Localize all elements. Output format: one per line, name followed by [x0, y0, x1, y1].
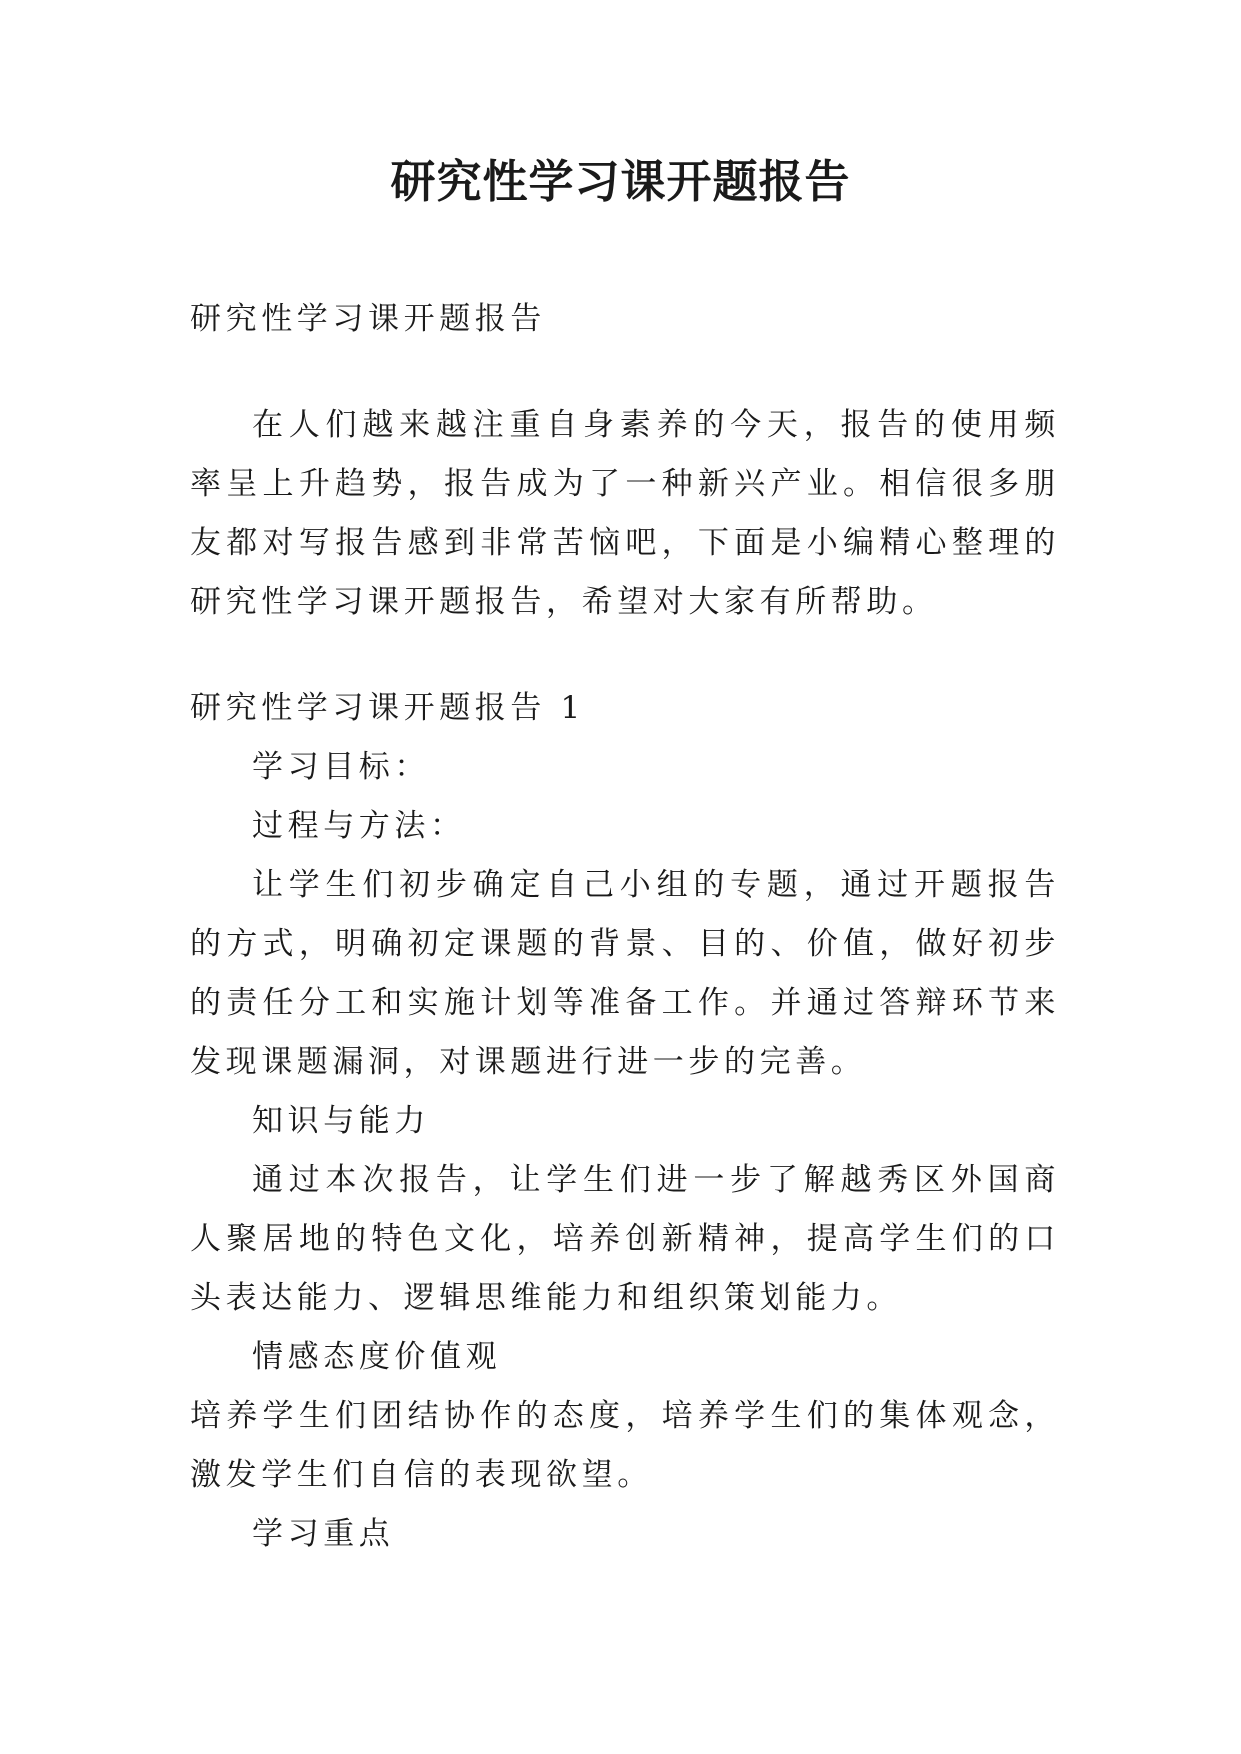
- learning-goals-label: 学习目标：: [252, 749, 430, 785]
- emotion-value-label: 情感态度价值观: [252, 1339, 502, 1375]
- spacer: [190, 632, 1060, 679]
- intro-paragraph: 在人们越来越注重自身素养的今天，报告的使用频率呈上升趋势，报告成为了一种新兴产业。相信很多朋友都对写报告感到非常苦恼吧，下面是小编精心整理的研究性学习课开题报告，希望对大家有所帮助。: [190, 407, 1060, 620]
- document-subtitle: 研究性学习课开题报告: [190, 301, 546, 337]
- section-heading: 研究性学习课开题报告 1: [190, 690, 585, 726]
- process-method-label: 过程与方法：: [252, 808, 466, 844]
- spacer: [190, 349, 1060, 396]
- key-points-label: 学习重点: [252, 1516, 395, 1552]
- knowledge-ability-label: 知识与能力: [252, 1103, 430, 1139]
- knowledge-ability-paragraph: 通过本次报告，让学生们进一步了解越秀区外国商人聚居地的特色文化，培养创新精神，提高学生们的口头表达能力、逻辑思维能力和组织策划能力。: [190, 1162, 1060, 1316]
- process-method-paragraph: 让学生们初步确定自己小组的专题，通过开题报告的方式，明确初定课题的背景、目的、价值，做好初步的责任分工和实施计划等准备工作。并通过答辩环节来发现课题漏洞，对课题进行进一步的完善。: [190, 867, 1060, 1080]
- document-title: 研究性学习课开题报告: [390, 155, 851, 208]
- document-body: [190, 290, 1060, 1564]
- emotion-value-paragraph: 培养学生们团结协作的态度，培养学生们的集体观念，激发学生们自信的表现欲望。: [190, 1398, 1060, 1493]
